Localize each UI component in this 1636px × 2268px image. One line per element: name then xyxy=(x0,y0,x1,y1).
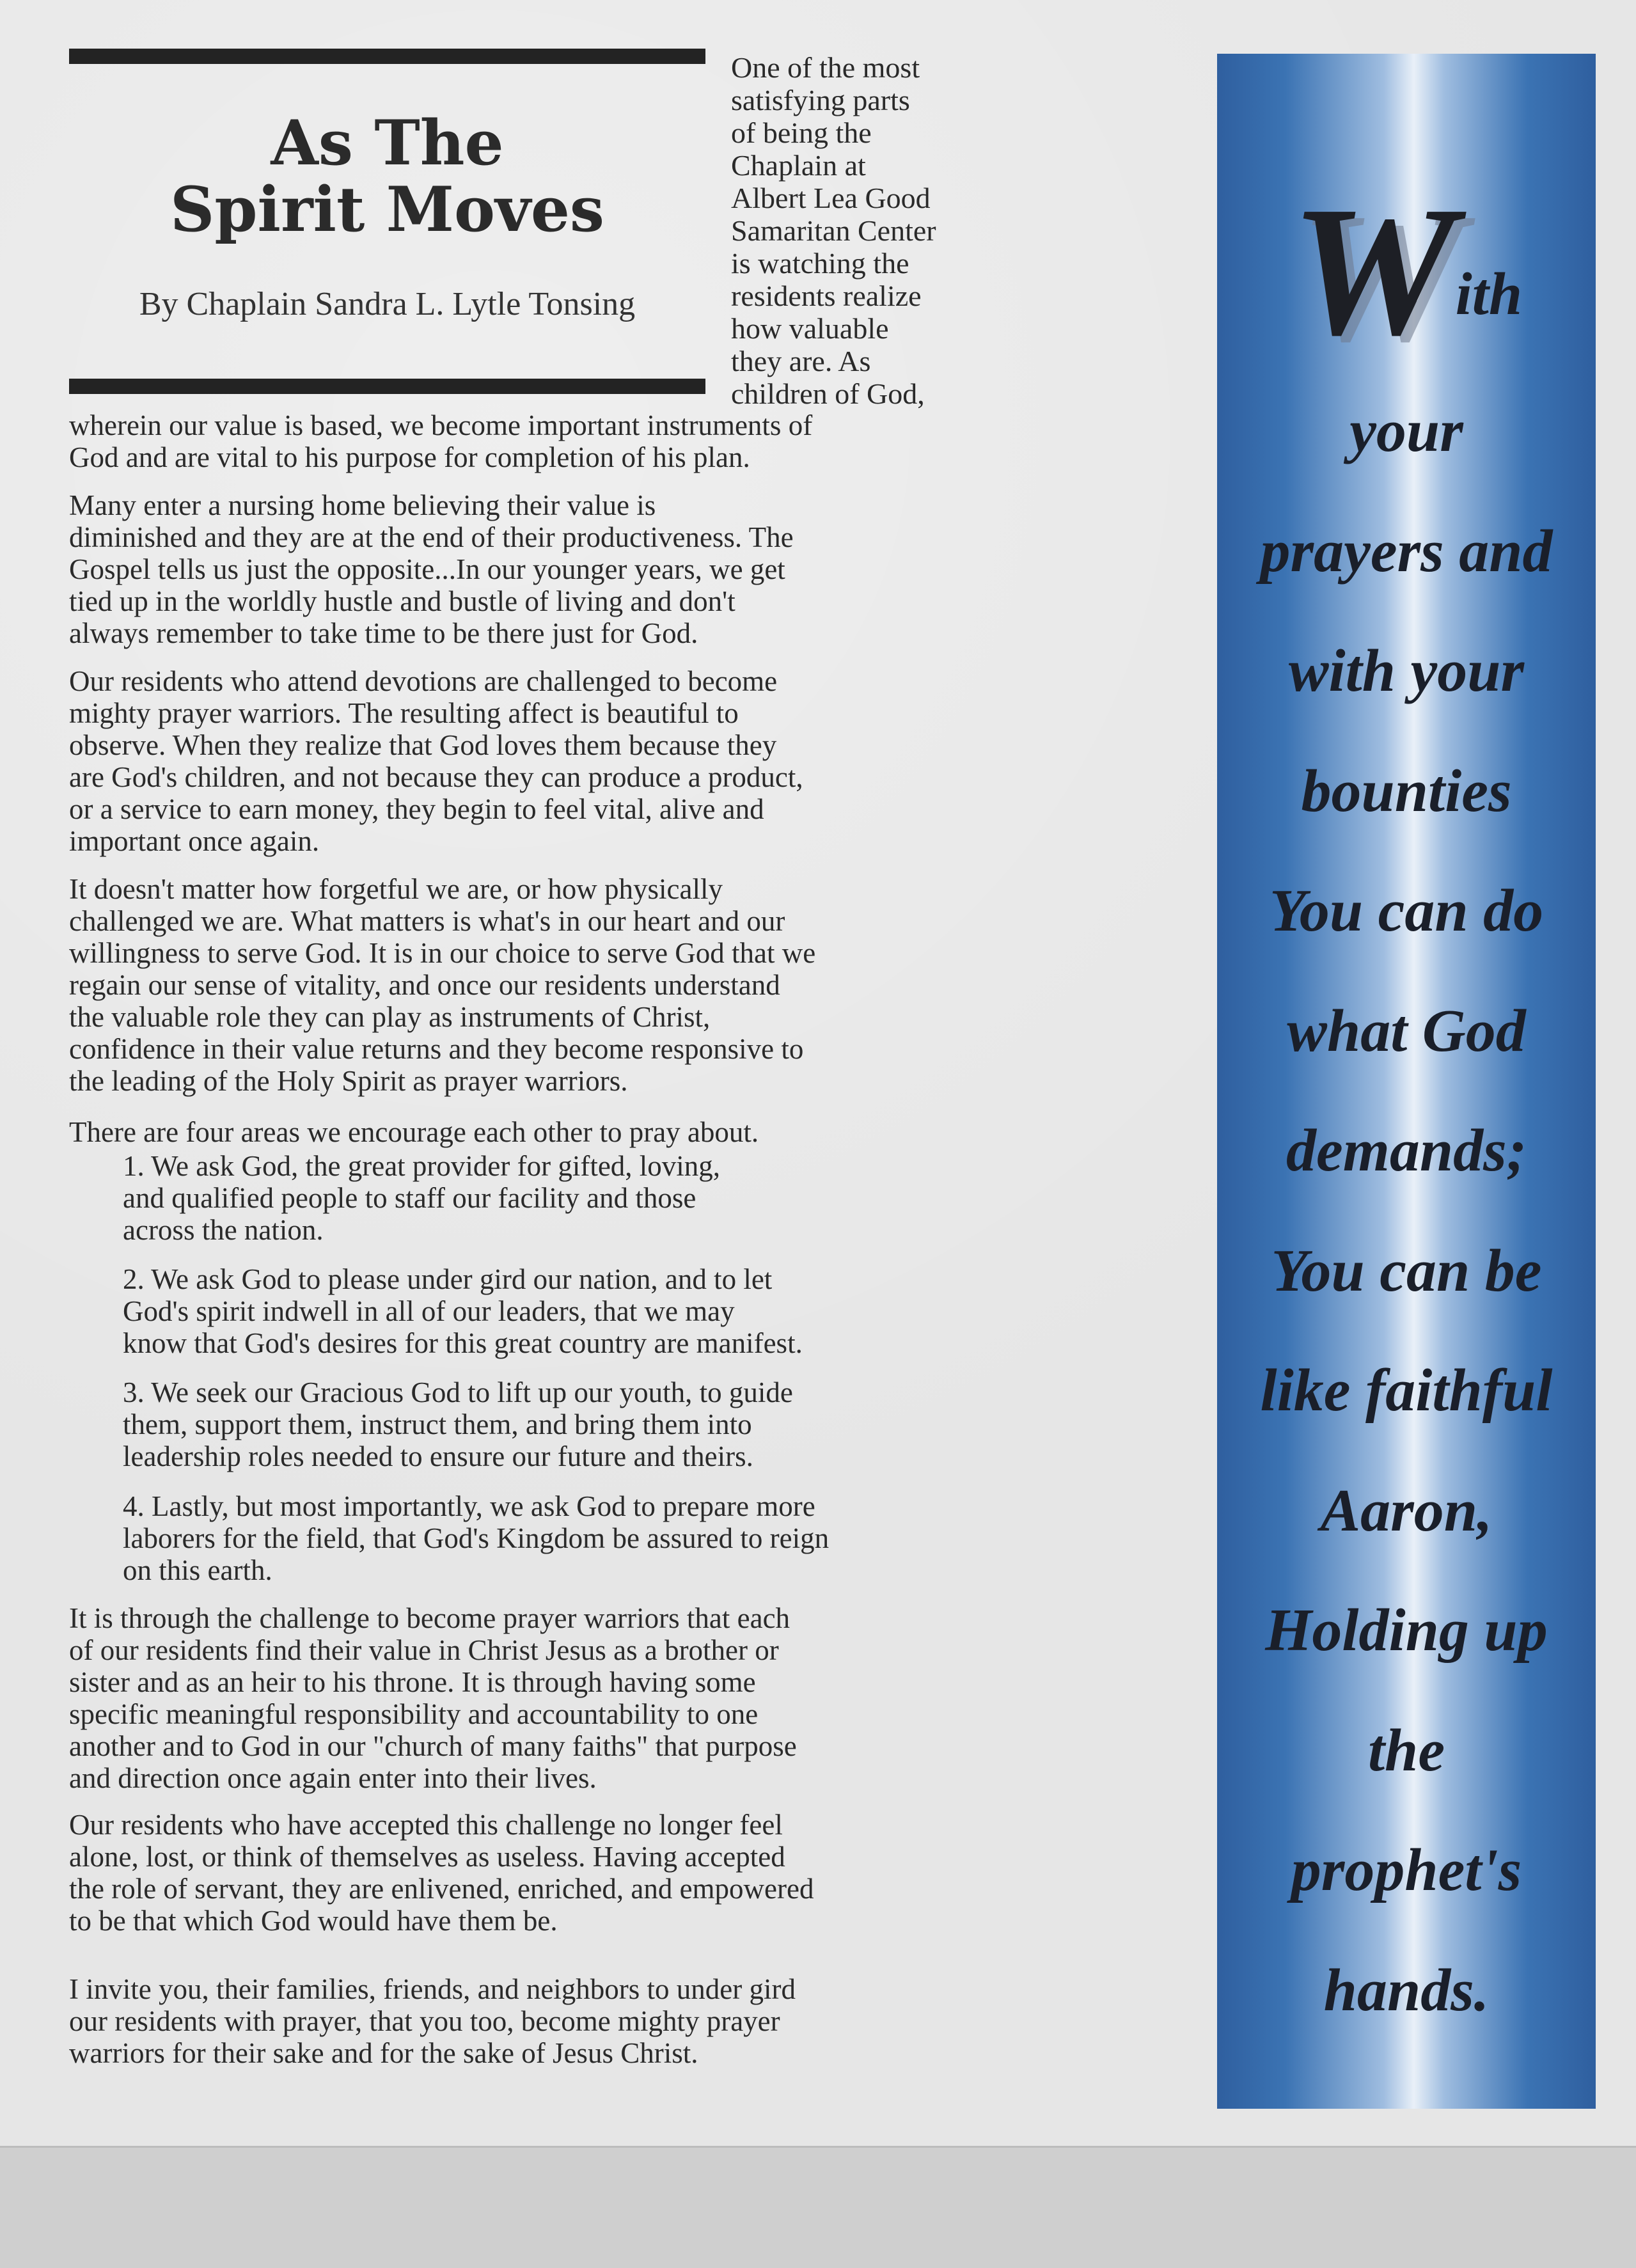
list-item-1 xyxy=(123,1150,977,1246)
list-item-3 xyxy=(123,1376,977,1472)
text-line: willingness to serve God. It is in our choice to serve God that we xyxy=(69,937,816,969)
title-rule-top xyxy=(69,49,705,64)
text-line: challenged we are. What matters is what's in our heart and our xyxy=(69,905,785,937)
text-line: Our residents who attend devotions are challenged to become xyxy=(69,665,778,697)
paragraph-1 xyxy=(69,409,977,473)
text-line: satisfying parts xyxy=(731,84,910,116)
text-line: the role of servant, they are enlivened, enriched, and empowered xyxy=(69,1873,814,1905)
text-line: observe. When they realize that God loves them because they xyxy=(69,729,777,761)
text-line: Gospel tells us just the opposite...In our younger years, we get xyxy=(69,553,785,585)
text-line: how valuable xyxy=(731,312,889,345)
text-line: our residents with prayer, that you too, become mighty prayer xyxy=(69,2005,780,2037)
paragraph-3 xyxy=(69,665,977,857)
text-line: diminished and they are at the end of their productiveness. The xyxy=(69,521,794,553)
title-line: Spirit Moves xyxy=(170,173,604,246)
text-line: alone, lost, or think of themselves as useless. Having accepted xyxy=(69,1841,785,1873)
text-line: sister and as an heir to his throne. It is through having some xyxy=(69,1666,756,1698)
text-line: on this earth. xyxy=(123,1554,272,1586)
text-line: and qualified people to staff our facility and those xyxy=(123,1182,696,1214)
text-line: Samaritan Center xyxy=(731,214,936,247)
text-line: know that God's desires for this great country are manifest. xyxy=(123,1327,803,1359)
text-line: 1. We ask God, the great provider for gifted, loving, xyxy=(123,1150,721,1182)
text-line: It is through the challenge to become prayer warriors that each xyxy=(69,1602,790,1634)
banner-first-rest: ith xyxy=(1455,261,1523,327)
text-line: children of God, xyxy=(731,377,925,410)
text-line: God and are vital to his purpose for completion of his plan. xyxy=(69,441,750,473)
banner-line: prayers and xyxy=(1260,518,1553,585)
banner-line: with your xyxy=(1288,638,1525,704)
banner-line: the xyxy=(1367,1717,1445,1784)
text-line: wherein our value is based, we become important instruments of xyxy=(69,409,813,441)
banner-line: bounties xyxy=(1301,758,1512,824)
text-line: always remember to take time to be there just for God. xyxy=(69,617,698,649)
article-byline: By Chaplain Sandra L. Lytle Tonsing xyxy=(139,286,636,322)
banner-line: hands. xyxy=(1323,1957,1490,2024)
text-line: tied up in the worldly hustle and bustle of living and don't xyxy=(69,585,735,617)
text-line: Chaplain at xyxy=(731,149,866,182)
text-line: One of the most xyxy=(731,51,920,84)
text-line: 4. Lastly, but most importantly, we ask God to prepare more xyxy=(123,1490,815,1522)
text-line: confidence in their value returns and they become responsive to xyxy=(69,1033,804,1065)
text-line: regain our sense of vitality, and once our residents understand xyxy=(69,969,780,1001)
banner-line: You can do xyxy=(1269,878,1544,944)
text-line: another and to God in our "church of many faiths" that purpose xyxy=(69,1730,797,1762)
text-line: of our residents find their value in Christ Jesus as a brother or xyxy=(69,1634,779,1666)
text-line: the leading of the Holy Spirit as prayer warriors. xyxy=(69,1065,628,1097)
text-line: is watching the xyxy=(731,247,909,280)
text-line: Our residents who have accepted this challenge no longer feel xyxy=(69,1809,783,1841)
banner-line: prophet's xyxy=(1291,1837,1522,1903)
text-line: Albert Lea Good xyxy=(731,182,931,214)
paragraph-7 xyxy=(69,1809,977,1937)
paragraph-4 xyxy=(69,873,977,1097)
text-line: across the nation. xyxy=(123,1214,324,1246)
text-line: 2. We ask God to please under gird our nation, and to let xyxy=(123,1263,773,1295)
text-line: important once again. xyxy=(69,825,320,857)
text-line: they are. As xyxy=(731,345,871,377)
title-rule-bottom xyxy=(69,379,705,394)
text-line: to be that which God would have them be. xyxy=(69,1905,558,1937)
text-line: laborers for the field, that God's Kingdom be assured to reign xyxy=(123,1522,830,1554)
text-line: Many enter a nursing home believing their value is xyxy=(69,489,656,521)
text-line: or a service to earn money, they begin to feel vital, alive and xyxy=(69,793,764,825)
title-line: As The xyxy=(271,107,504,179)
banner-line: your xyxy=(1349,398,1463,464)
article-title xyxy=(69,107,705,246)
list-item-4 xyxy=(123,1490,977,1586)
text-line: 3. We seek our Gracious God to lift up our youth, to guide xyxy=(123,1376,793,1408)
paragraph-8 xyxy=(69,1973,977,2069)
text-line: It doesn't matter how forgetful we are, or how physically xyxy=(69,873,723,905)
text-line: warriors for their sake and for the sake of Jesus Christ. xyxy=(69,2037,698,2069)
text-line: God's spirit indwell in all of our leaders, that we may xyxy=(123,1295,735,1327)
banner-line: demands; xyxy=(1286,1117,1527,1184)
text-line: are God's children, and not because they can produce a product, xyxy=(69,761,803,793)
text-line: specific meaningful responsibility and accountability to one xyxy=(69,1698,759,1730)
intro-paragraph xyxy=(731,51,974,410)
banner-dropcap: W xyxy=(1290,168,1456,374)
list-item-2 xyxy=(123,1263,977,1359)
text-line: There are four areas we encourage each other to pray about. xyxy=(69,1116,759,1148)
text-line: of being the xyxy=(731,116,872,149)
banner-line: Holding up xyxy=(1265,1597,1548,1664)
paragraph-5 xyxy=(69,1116,977,1148)
banner-line: like faithful xyxy=(1260,1357,1553,1424)
text-line: residents realize xyxy=(731,280,922,312)
text-line: leadership roles needed to ensure our future and theirs. xyxy=(123,1440,753,1472)
paragraph-6 xyxy=(69,1602,977,1794)
banner-line: Aaron, xyxy=(1320,1477,1493,1544)
scan-bottom-strip xyxy=(0,2146,1636,2268)
text-line: them, support them, instruct them, and bring them into xyxy=(123,1408,752,1440)
banner-line: what God xyxy=(1287,998,1526,1064)
banner-first-line xyxy=(1217,168,1596,374)
text-line: the valuable role they can play as instruments of Christ, xyxy=(69,1001,711,1033)
text-line: mighty prayer warriors. The resulting affect is beautiful to xyxy=(69,697,739,729)
scripture-banner xyxy=(1217,54,1596,2109)
text-line: and direction once again enter into their lives. xyxy=(69,1762,597,1794)
text-line: I invite you, their families, friends, and neighbors to under gird xyxy=(69,1973,796,2005)
paragraph-2 xyxy=(69,489,977,649)
banner-line: You can be xyxy=(1271,1238,1542,1304)
